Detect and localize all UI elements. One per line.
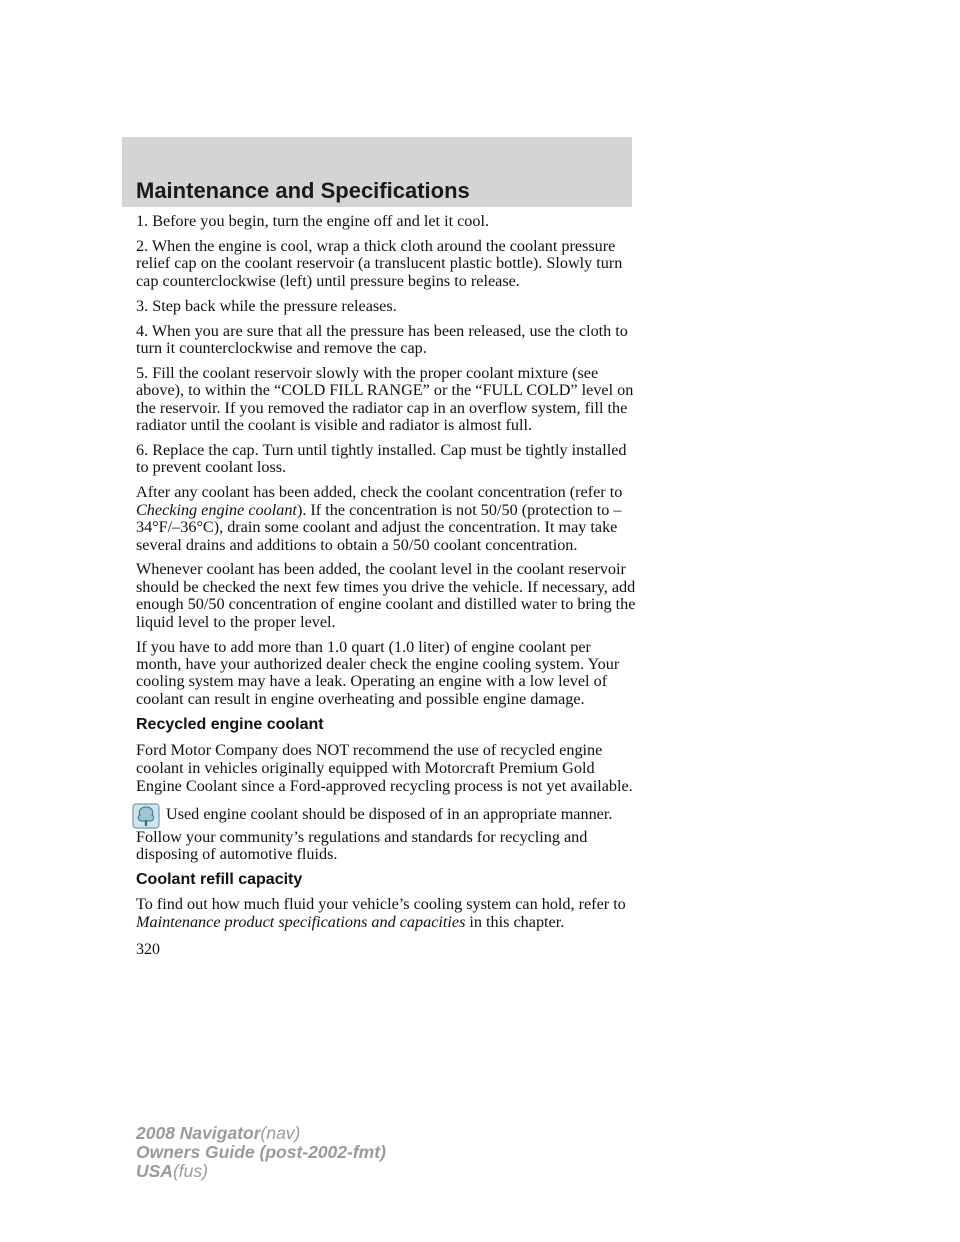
step-2: 2. When the engine is cool, wrap a thick cloth around the coolant pressure relief cap on the coolant reservoir (a translucent plastic bottle). Slowly turn cap counterclockwise (left) until pressure begins to release.	[136, 236, 623, 290]
capacity-heading: Coolant refill capacity	[136, 871, 303, 889]
capacities-reference: Maintenance product specifications and capacities	[136, 912, 466, 931]
recycled-heading: Recycled engine coolant	[136, 715, 324, 733]
step-6: 6. Replace the cap. Turn until tightly installed. Cap must be tightly installed to prevent coolant loss.	[136, 440, 627, 477]
document-footer	[136, 1124, 386, 1181]
footer-market-code: (fus)	[172, 1161, 208, 1181]
disposal-note: Used engine coolant should be disposed of in an appropriate manner. Follow your community’s regulations and standards for recycling and disposing of automotive fluids.	[136, 803, 638, 864]
section-title: Maintenance and Specifications	[136, 178, 470, 203]
checking-coolant-reference: Checking engine coolant	[136, 500, 297, 519]
leak-warning-paragraph: If you have to add more than 1.0 quart (1.0 liter) of engine coolant per month, have your authorized dealer check the engine cooling system. Your cooling system may have a leak. Operating an engine with a low level of coolant can result in engine overheating and possible engine damage.	[136, 637, 620, 708]
step-1: 1. Before you begin, turn the engine off and let it cool.	[136, 212, 490, 230]
concentration-paragraph: After any coolant has been added, check the coolant concentration (refer to Checking engine coolant). If the concentration is not 50/50 (protection to –34°F/–36°C), drain some coolant and adjust the concentration. It may take several drains and additions to obtain a 50/50 coolant concentration.	[136, 483, 623, 554]
footer-guide: Owners Guide (post-2002-fmt)	[136, 1142, 386, 1162]
recycled-paragraph: Ford Motor Company does NOT recommend the use of recycled engine coolant in vehicles originally equipped with Motorcraft Premium Gold Engine Coolant since a Ford-approved recycling process is not yet available.	[136, 740, 633, 796]
step-5: 5. Fill the coolant reservoir slowly with the proper coolant mixture (see above), to within the “COLD FILL RANGE” or the “FULL COLD” level on the reservoir. If you removed the radiator cap in an overflow system, fill the radiator until the coolant is visible and radiator is almost full.	[136, 363, 634, 435]
footer-model-code: (nav)	[260, 1123, 301, 1143]
footer-market: USA	[136, 1161, 173, 1181]
page-number: 320	[136, 941, 160, 958]
footer-model: 2008 Navigator	[136, 1123, 261, 1143]
page-content	[136, 213, 638, 939]
capacity-paragraph: To find out how much fluid your vehicle’s cooling system can hold, refer to Maintenance product specifications and capacities in this chapter.	[136, 895, 626, 931]
recycle-tree-icon	[132, 803, 160, 829]
whenever-paragraph: Whenever coolant has been added, the coolant level in the coolant reservoir should be checked the next few times you drive the vehicle. If necessary, add enough 50/50 concentration of engine coolant and distilled water to bring the liquid level to the proper level.	[136, 560, 636, 631]
step-3: 3. Step back while the pressure releases.	[136, 296, 397, 315]
section-header-bar	[122, 137, 632, 207]
step-4: 4. When you are sure that all the pressure has been released, use the cloth to turn it counterclockwise and remove the cap.	[136, 321, 628, 357]
